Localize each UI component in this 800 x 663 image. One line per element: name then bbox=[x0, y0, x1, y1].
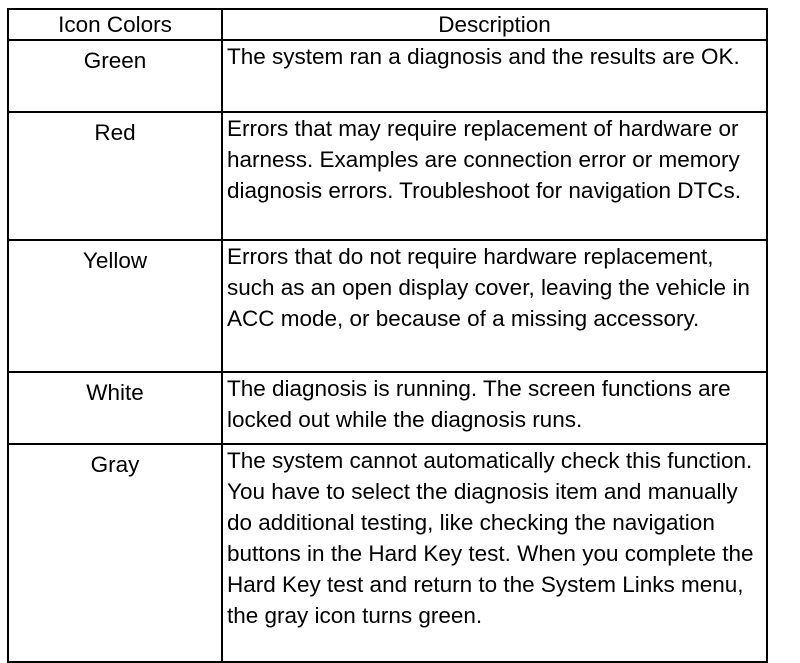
icon-colors-table bbox=[7, 8, 768, 663]
icon-color-cell: Yellow bbox=[8, 240, 222, 372]
icon-color-cell: Gray bbox=[8, 444, 222, 662]
table-row bbox=[8, 112, 767, 240]
table-row bbox=[8, 240, 767, 372]
description-cell: Errors that may require replacement of hardware or harness. Examples are connection error or memory diagnosis errors. Troubleshoot for navigation DTCs. bbox=[222, 112, 767, 240]
table-row bbox=[8, 372, 767, 444]
description-cell: The diagnosis is running. The screen functions are locked out while the diagnosis runs. bbox=[222, 372, 767, 444]
description-cell: The system cannot automatically check this function. You have to select the diagnosis item and manually do additional testing, like checking the navigation buttons in the Hard Key test. When you complete the Hard Key test and return to the System Links menu, the gray icon turns green. bbox=[222, 444, 767, 662]
table-header-row bbox=[8, 9, 767, 40]
icon-colors-table-container bbox=[7, 8, 766, 663]
description-cell: Errors that do not require hardware replacement, such as an open display cover, leaving the vehicle in ACC mode, or because of a missing accessory. bbox=[222, 240, 767, 372]
header-icon-colors: Icon Colors bbox=[8, 9, 222, 40]
description-cell: The system ran a diagnosis and the results are OK. bbox=[222, 40, 767, 112]
icon-color-cell: White bbox=[8, 372, 222, 444]
icon-color-cell: Green bbox=[8, 40, 222, 112]
table-row bbox=[8, 444, 767, 662]
table-row bbox=[8, 40, 767, 112]
header-description: Description bbox=[222, 9, 767, 40]
icon-color-cell: Red bbox=[8, 112, 222, 240]
